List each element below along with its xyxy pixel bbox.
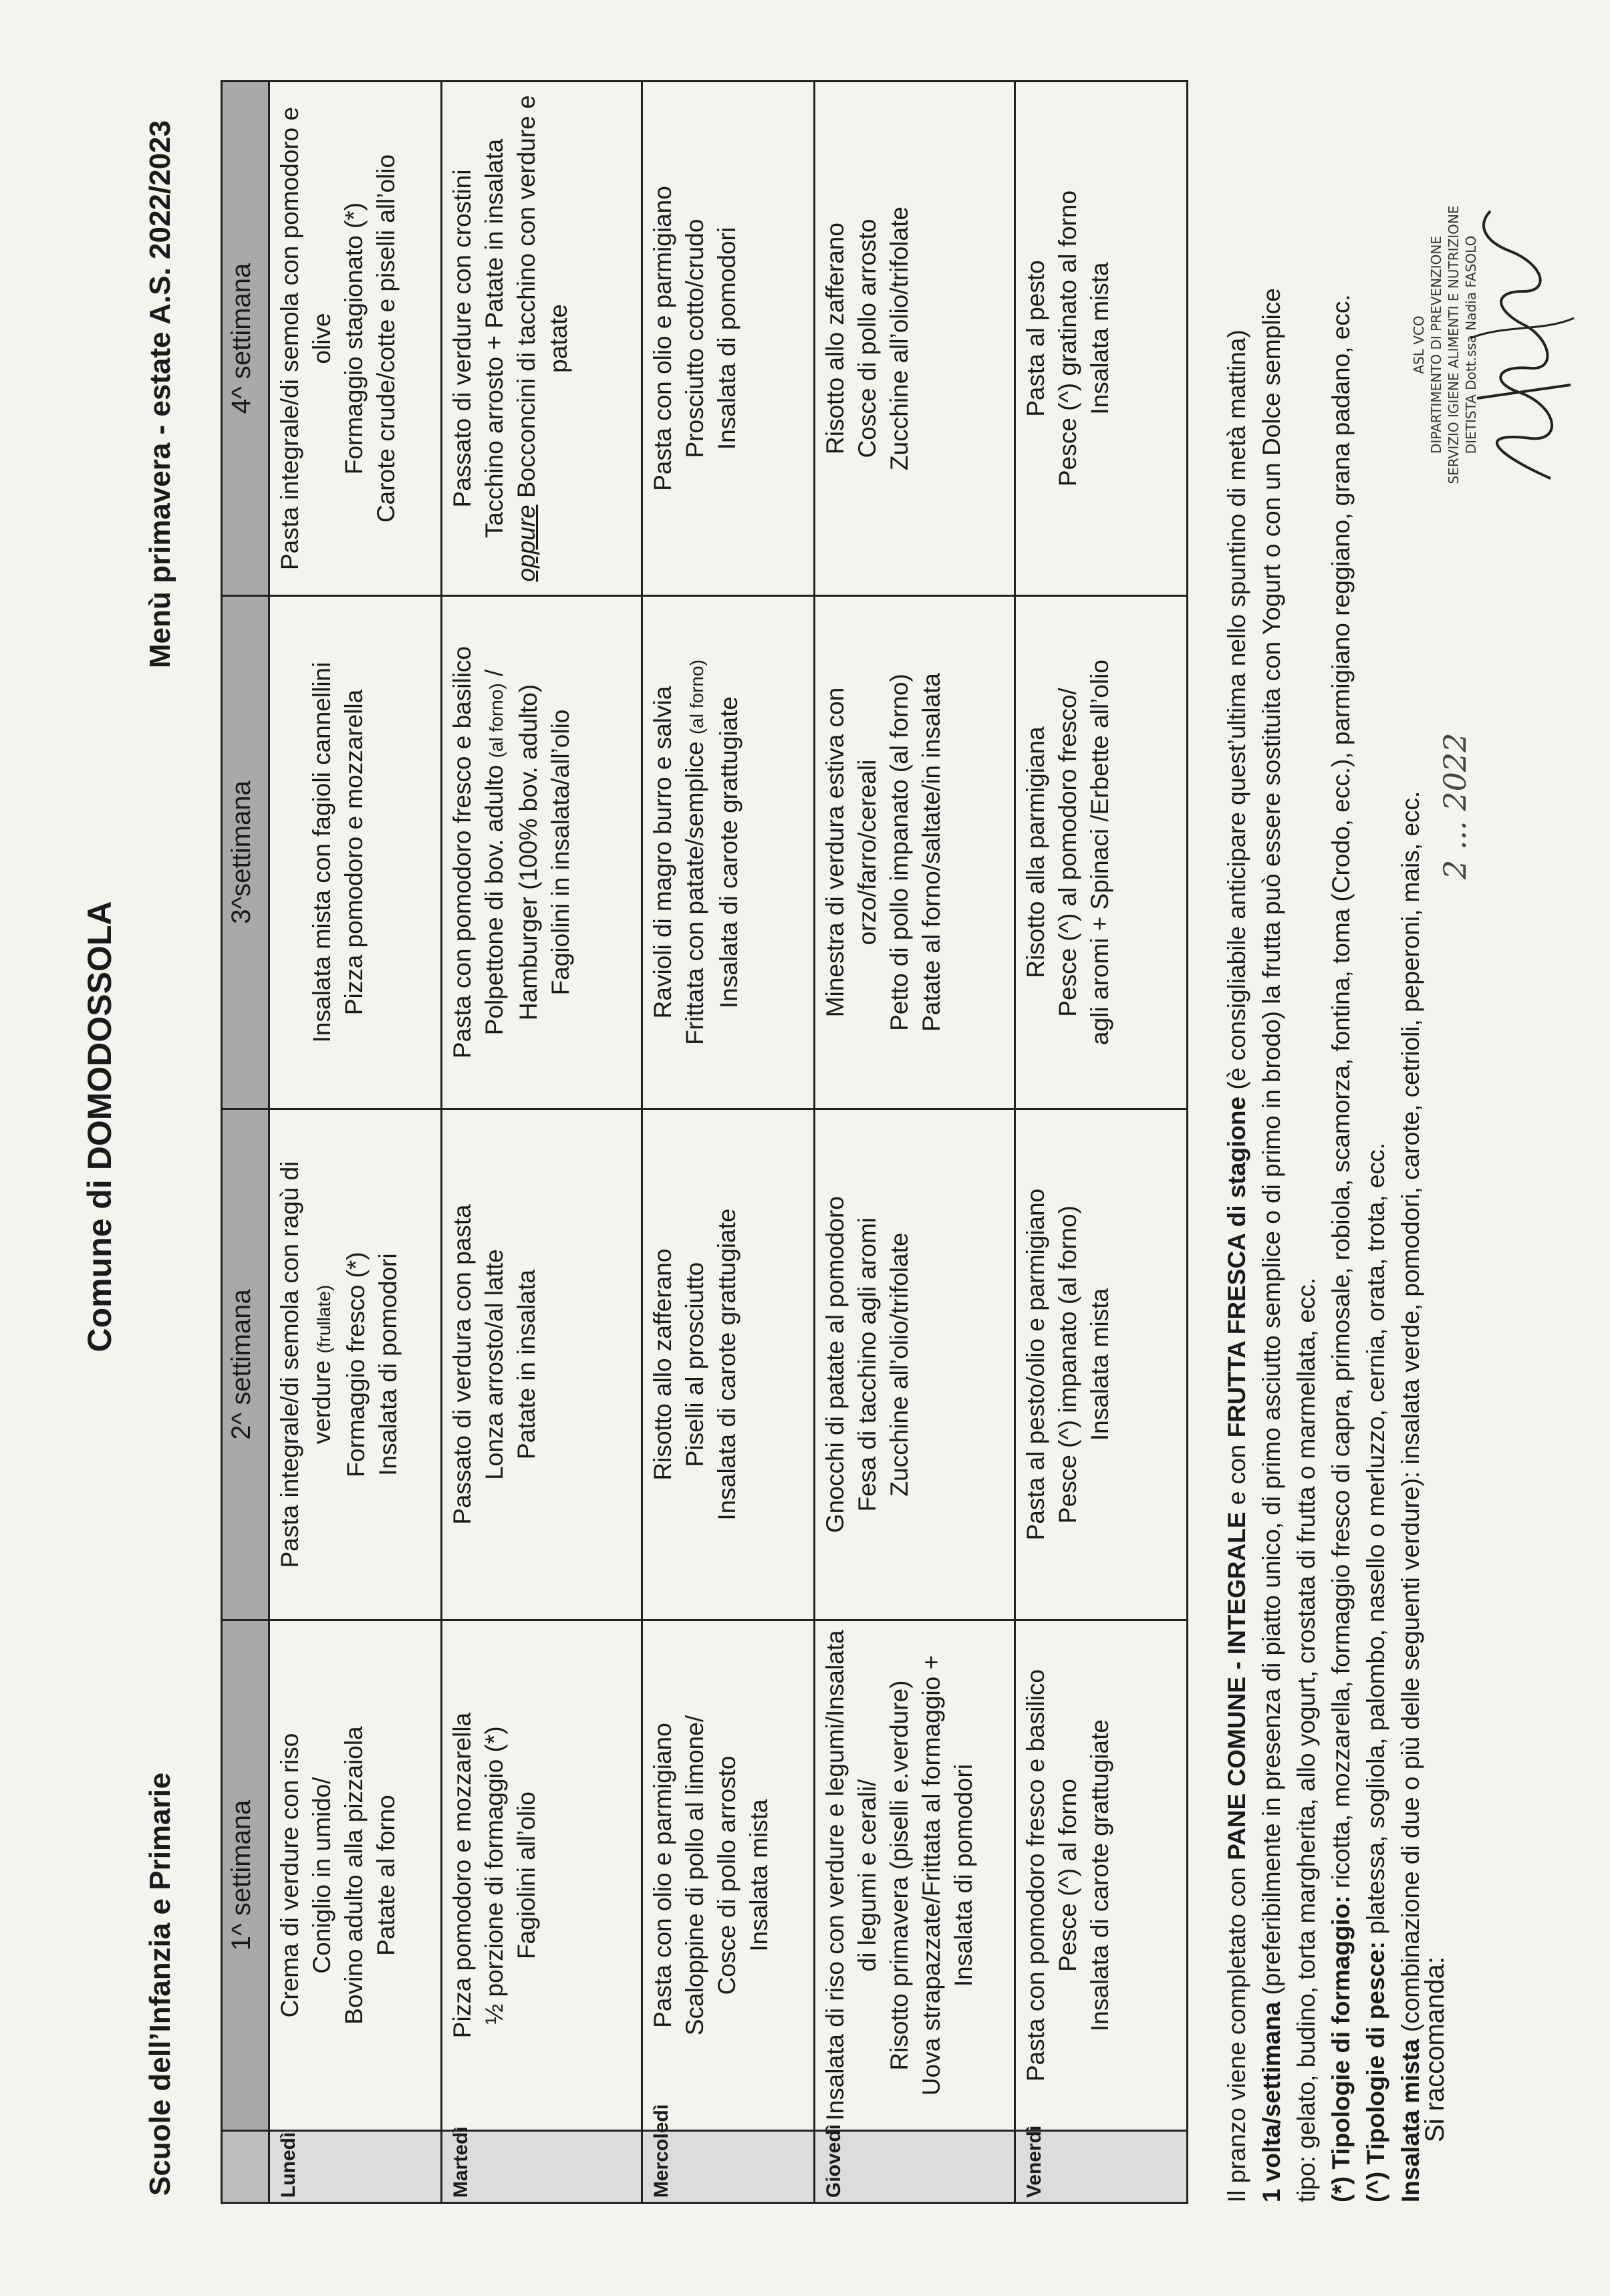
- table-row: [815, 82, 1015, 2203]
- dish-note: (frullate): [313, 1284, 334, 1354]
- menu-cell: [642, 596, 815, 1109]
- dish-line: Pesce (^) al forno: [1054, 1779, 1081, 1972]
- day-label: Giovedì: [815, 2131, 1015, 2203]
- note-text: (preferibilmente in presenza di piatto unico, di primo asciutto semplice o di primo in brodo) la frutta può essere sostituita con Yogurt o con un Dolce semplice: [1258, 288, 1285, 2002]
- table-row: [269, 82, 442, 2203]
- note-emphasis: PANE COMUNE - INTEGRALE: [1223, 1512, 1250, 1860]
- dish-text: Polpettone di bov. adulto: [481, 758, 508, 1036]
- dish-line: Risotto alla parmigiana: [1022, 726, 1049, 978]
- dish-line: Pasta con olio e parmigiano: [649, 1723, 676, 2028]
- dish-line: Ravioli di magro burro e salvia: [649, 686, 676, 1019]
- signature-stroke: [1470, 318, 1574, 338]
- menu-cell: [269, 82, 442, 596]
- dish-line: Tacchino arrosto + Patate in insalata: [481, 138, 508, 539]
- dish-line: Pizza pomodoro e mozzarella: [340, 689, 368, 1016]
- dish-line: agli aromi + Spinaci /Erbette all’olio: [1086, 660, 1113, 1045]
- dish-line: Insalata mista: [745, 1799, 773, 1952]
- menu-cell: [269, 596, 442, 1109]
- menu-cell: [442, 596, 642, 1109]
- menu-cell: [1015, 1620, 1188, 2131]
- dish-line: Formaggio fresco (*): [342, 1252, 370, 1477]
- note-paragraph: [1324, 78, 1359, 2202]
- dish-line: Pesce (^) gratinato al forno: [1054, 190, 1081, 487]
- note-text: platessa, sogliola, palombo, nasello o merluzzo, cernia, orata, trota, ecc.: [1362, 1143, 1389, 1942]
- note-emphasis: Insalata mista: [1397, 2039, 1424, 2202]
- dish-line: Bovino adulto alla pizzaiola: [340, 1726, 368, 2025]
- week-header: 3^settimana: [222, 596, 269, 1109]
- week-header: 1^ settimana: [222, 1620, 269, 2131]
- day-label: Martedì: [442, 2131, 642, 2203]
- stamp-line: DIPARTIMENTO DI PREVENZIONE: [1428, 236, 1444, 454]
- note-paragraph: [1254, 78, 1289, 2202]
- note-emphasis: (^) Tipologie di pesce:: [1362, 1941, 1389, 2202]
- dish-line: Minestra di verdura estiva con orzo/farro/cereali: [821, 687, 881, 1018]
- dish-line: Piselli al prosciutto: [681, 1262, 708, 1467]
- dish-line: Passato di verdure con crostini: [448, 169, 476, 508]
- note-text: (è consigliabile anticipare quest’ultima nello spuntino di metà mattina): [1223, 329, 1250, 1097]
- dish-line: Gnocchi di patate al pomodoro: [821, 1196, 849, 1533]
- dish-line: Insalata di pomodori: [713, 227, 741, 450]
- dish-text: Bocconcini di tacchino con verdure e patate: [513, 95, 572, 505]
- corner-cell: [222, 2131, 269, 2203]
- dish-line: [274, 603, 306, 1101]
- dish-line: Pasta con olio e parmigiano: [649, 186, 676, 491]
- dish-line: Pasta al pesto: [1022, 260, 1049, 417]
- dish-line: Insalata mista: [1086, 1288, 1113, 1441]
- recommendation-label: Si raccomanda:: [1420, 1957, 1450, 2142]
- dish-line: Cosce di pollo arrosto: [853, 219, 881, 458]
- menu-cell: [642, 82, 815, 596]
- schools-heading: Scuole dell’Infanzia e Primarie: [144, 1772, 176, 2196]
- note-text: Il pranzo viene completato con: [1223, 1860, 1250, 2202]
- dish-text: Frittata con patate/semplice: [681, 734, 708, 1045]
- dish-line: Fesa di tacchino agli aromi: [853, 1217, 881, 1512]
- signature-stroke: [1484, 211, 1552, 478]
- menu-cell: [1015, 82, 1188, 596]
- note-text: e con: [1223, 1437, 1250, 1512]
- municipality-title: Comune di DOMODOSSOLA: [81, 901, 118, 1352]
- menu-cell: [269, 1109, 442, 1620]
- week-header: 2^ settimana: [222, 1109, 269, 1620]
- dish-line: Pasta integrale/di semola con pomodoro e olive: [276, 106, 336, 571]
- notes-section: [1220, 78, 1428, 2202]
- dish-line: Insalata mista con fagioli cannellini: [308, 662, 336, 1043]
- signature-stroke: [1477, 385, 1571, 398]
- dish-line: Risotto primavera (piselli e.verdure): [886, 1680, 913, 2071]
- dish-line: Insalata di carote grattugiate: [715, 696, 743, 1008]
- dish-line: ½ porzione di formaggio (*): [481, 1726, 508, 2025]
- menu-season-title: Menù primavera - estate A.S. 2022/2023: [144, 120, 176, 669]
- dish-line: Carote crude/cotte e piselli all’olio: [372, 154, 400, 523]
- handwritten-date: 2 ... 2022: [1437, 732, 1473, 879]
- dish-note: (al forno): [686, 660, 707, 735]
- stamp-line: SERVIZIO IGIENE ALIMENTI E NUTRIZIONE: [1446, 205, 1462, 484]
- dish-line: [479, 603, 513, 1101]
- week-header: 4^ settimana: [222, 82, 269, 596]
- dish-line: Fagiolini in insalata/all’olio: [547, 709, 574, 996]
- dish-line: Pasta con pomodoro fresco e basilico: [1022, 1669, 1049, 2082]
- week-header-row: [222, 82, 269, 2203]
- dish-line: Insalata di pomodori: [374, 1253, 402, 1476]
- note-paragraph: [1359, 78, 1393, 2202]
- dish-line: Prosciutto cotto/crudo: [681, 219, 708, 458]
- stamp-line: ASL VCO: [1411, 315, 1427, 374]
- day-label: Mercoledì: [642, 2131, 815, 2203]
- dish-line: Uova strapazzate/Frittata al formaggio + Insalata di pomodori: [918, 1655, 977, 2096]
- dish-line: Crema di verdure con riso: [276, 1733, 303, 2018]
- menu-cell: [815, 596, 1015, 1109]
- dish-line: Pesce (^) impanato (al forno): [1054, 1205, 1081, 1524]
- menu-cell: [442, 1109, 642, 1620]
- note-emphasis: FRUTTA FRESCA di stagione: [1223, 1096, 1250, 1438]
- dish-line: Patate al forno: [372, 1795, 400, 1956]
- dish-text: Pasta integrale/di semola con ragù di verdure: [276, 1161, 336, 1568]
- dish-line: Scaloppine di pollo al limone/: [681, 1715, 708, 2036]
- dish-line: Petto di pollo impanato (al forno): [886, 674, 913, 1031]
- day-label: Venerdì: [1015, 2131, 1188, 2203]
- dish-line: Insalata di carote grattugiate: [1086, 1719, 1113, 2031]
- table-row: [1015, 82, 1188, 2203]
- dish-text: /: [481, 669, 508, 684]
- dish-line: Insalata di riso con verdure e legumi/Insalata di legumi e cerali/: [821, 1630, 881, 2121]
- dish-line: [274, 1117, 340, 1612]
- dish-line: Hamburger (100% bov. adulto): [515, 684, 542, 1021]
- dish-line: Patate in insalata: [513, 1270, 540, 1459]
- note-paragraph: [1220, 78, 1254, 2202]
- signature-image: [1450, 198, 1584, 492]
- dish-line: Zucchine all’olio/trifolate: [886, 1232, 913, 1497]
- stamp-line: DIETISTA Dott.ssa Nadia FASOLO: [1463, 235, 1479, 454]
- menu-cell: [1015, 596, 1188, 1109]
- dish-note: (al forno): [486, 683, 507, 758]
- note-text: ricotta, mozzarella, formaggio fresco di capra, primosale, robiola, scamorza, fontina, toma (Crodo, ecc.), parmigiano reggiano, grana padano, ecc.: [1327, 294, 1355, 1896]
- dish-line: Pesce (^) al pomodoro fresco/: [1054, 688, 1081, 1017]
- menu-cell: [642, 1109, 815, 1620]
- dish-line: Coniglio in umido/: [308, 1777, 336, 1974]
- note-paragraph: tipo: gelato, budino, torta margherita, allo yogurt, crostata di frutta o marmellata, ecc.: [1293, 1277, 1320, 2202]
- dish-line: [679, 603, 713, 1101]
- note-emphasis: 1 volta/settimana: [1258, 2001, 1285, 2202]
- dish-line: Formaggio stagionato (*): [340, 202, 368, 475]
- note-text: (combinazione di due o più delle seguenti verdure): insalata verde, pomodori, carote, cetrioli, peperoni, mais, ecc.: [1397, 791, 1424, 2039]
- dish-line: Risotto allo zafferano: [649, 1248, 676, 1481]
- menu-cell: [815, 1620, 1015, 2131]
- dish-line: Lonza arrosto/al latte: [481, 1249, 508, 1480]
- note-emphasis: (*) Tipologie di formaggio:: [1327, 1895, 1355, 2202]
- dish-line: [511, 89, 575, 588]
- menu-cell: [1015, 1109, 1188, 1620]
- menu-cell: [642, 1620, 815, 2131]
- day-label: Lunedì: [269, 2131, 442, 2203]
- menu-cell: [442, 82, 642, 596]
- dish-line: Pasta con pomodoro fresco e basilico: [448, 646, 476, 1059]
- dish-line: Insalata di carote grattugiate: [713, 1208, 741, 1521]
- menu-table: [221, 80, 1188, 2204]
- dish-line: Fagiolini all’olio: [513, 1791, 540, 1959]
- menu-cell: [442, 1620, 642, 2131]
- table-row: [442, 82, 642, 2203]
- dish-line: Passato di verdura con pasta: [448, 1204, 476, 1525]
- dish-line: Patate al forno/saltate/in insalata: [918, 673, 945, 1032]
- dish-line: Zucchine all’olio/trifolate: [886, 206, 913, 470]
- dish-line: Pizza pomodoro e mozzarella: [448, 1712, 476, 2039]
- dish-line: Insalata mista: [1086, 262, 1113, 415]
- table-row: [642, 82, 815, 2203]
- dish-line: Pasta al pesto/olio e parmigiano: [1022, 1188, 1049, 1541]
- dish-line: Cosce di pollo arrosto: [713, 1755, 741, 1995]
- dish-alternative: oppure: [513, 505, 540, 582]
- menu-cell: [815, 1109, 1015, 1620]
- menu-cell: [815, 82, 1015, 596]
- dish-line: Risotto allo zafferano: [821, 223, 849, 454]
- menu-cell: [269, 1620, 442, 2131]
